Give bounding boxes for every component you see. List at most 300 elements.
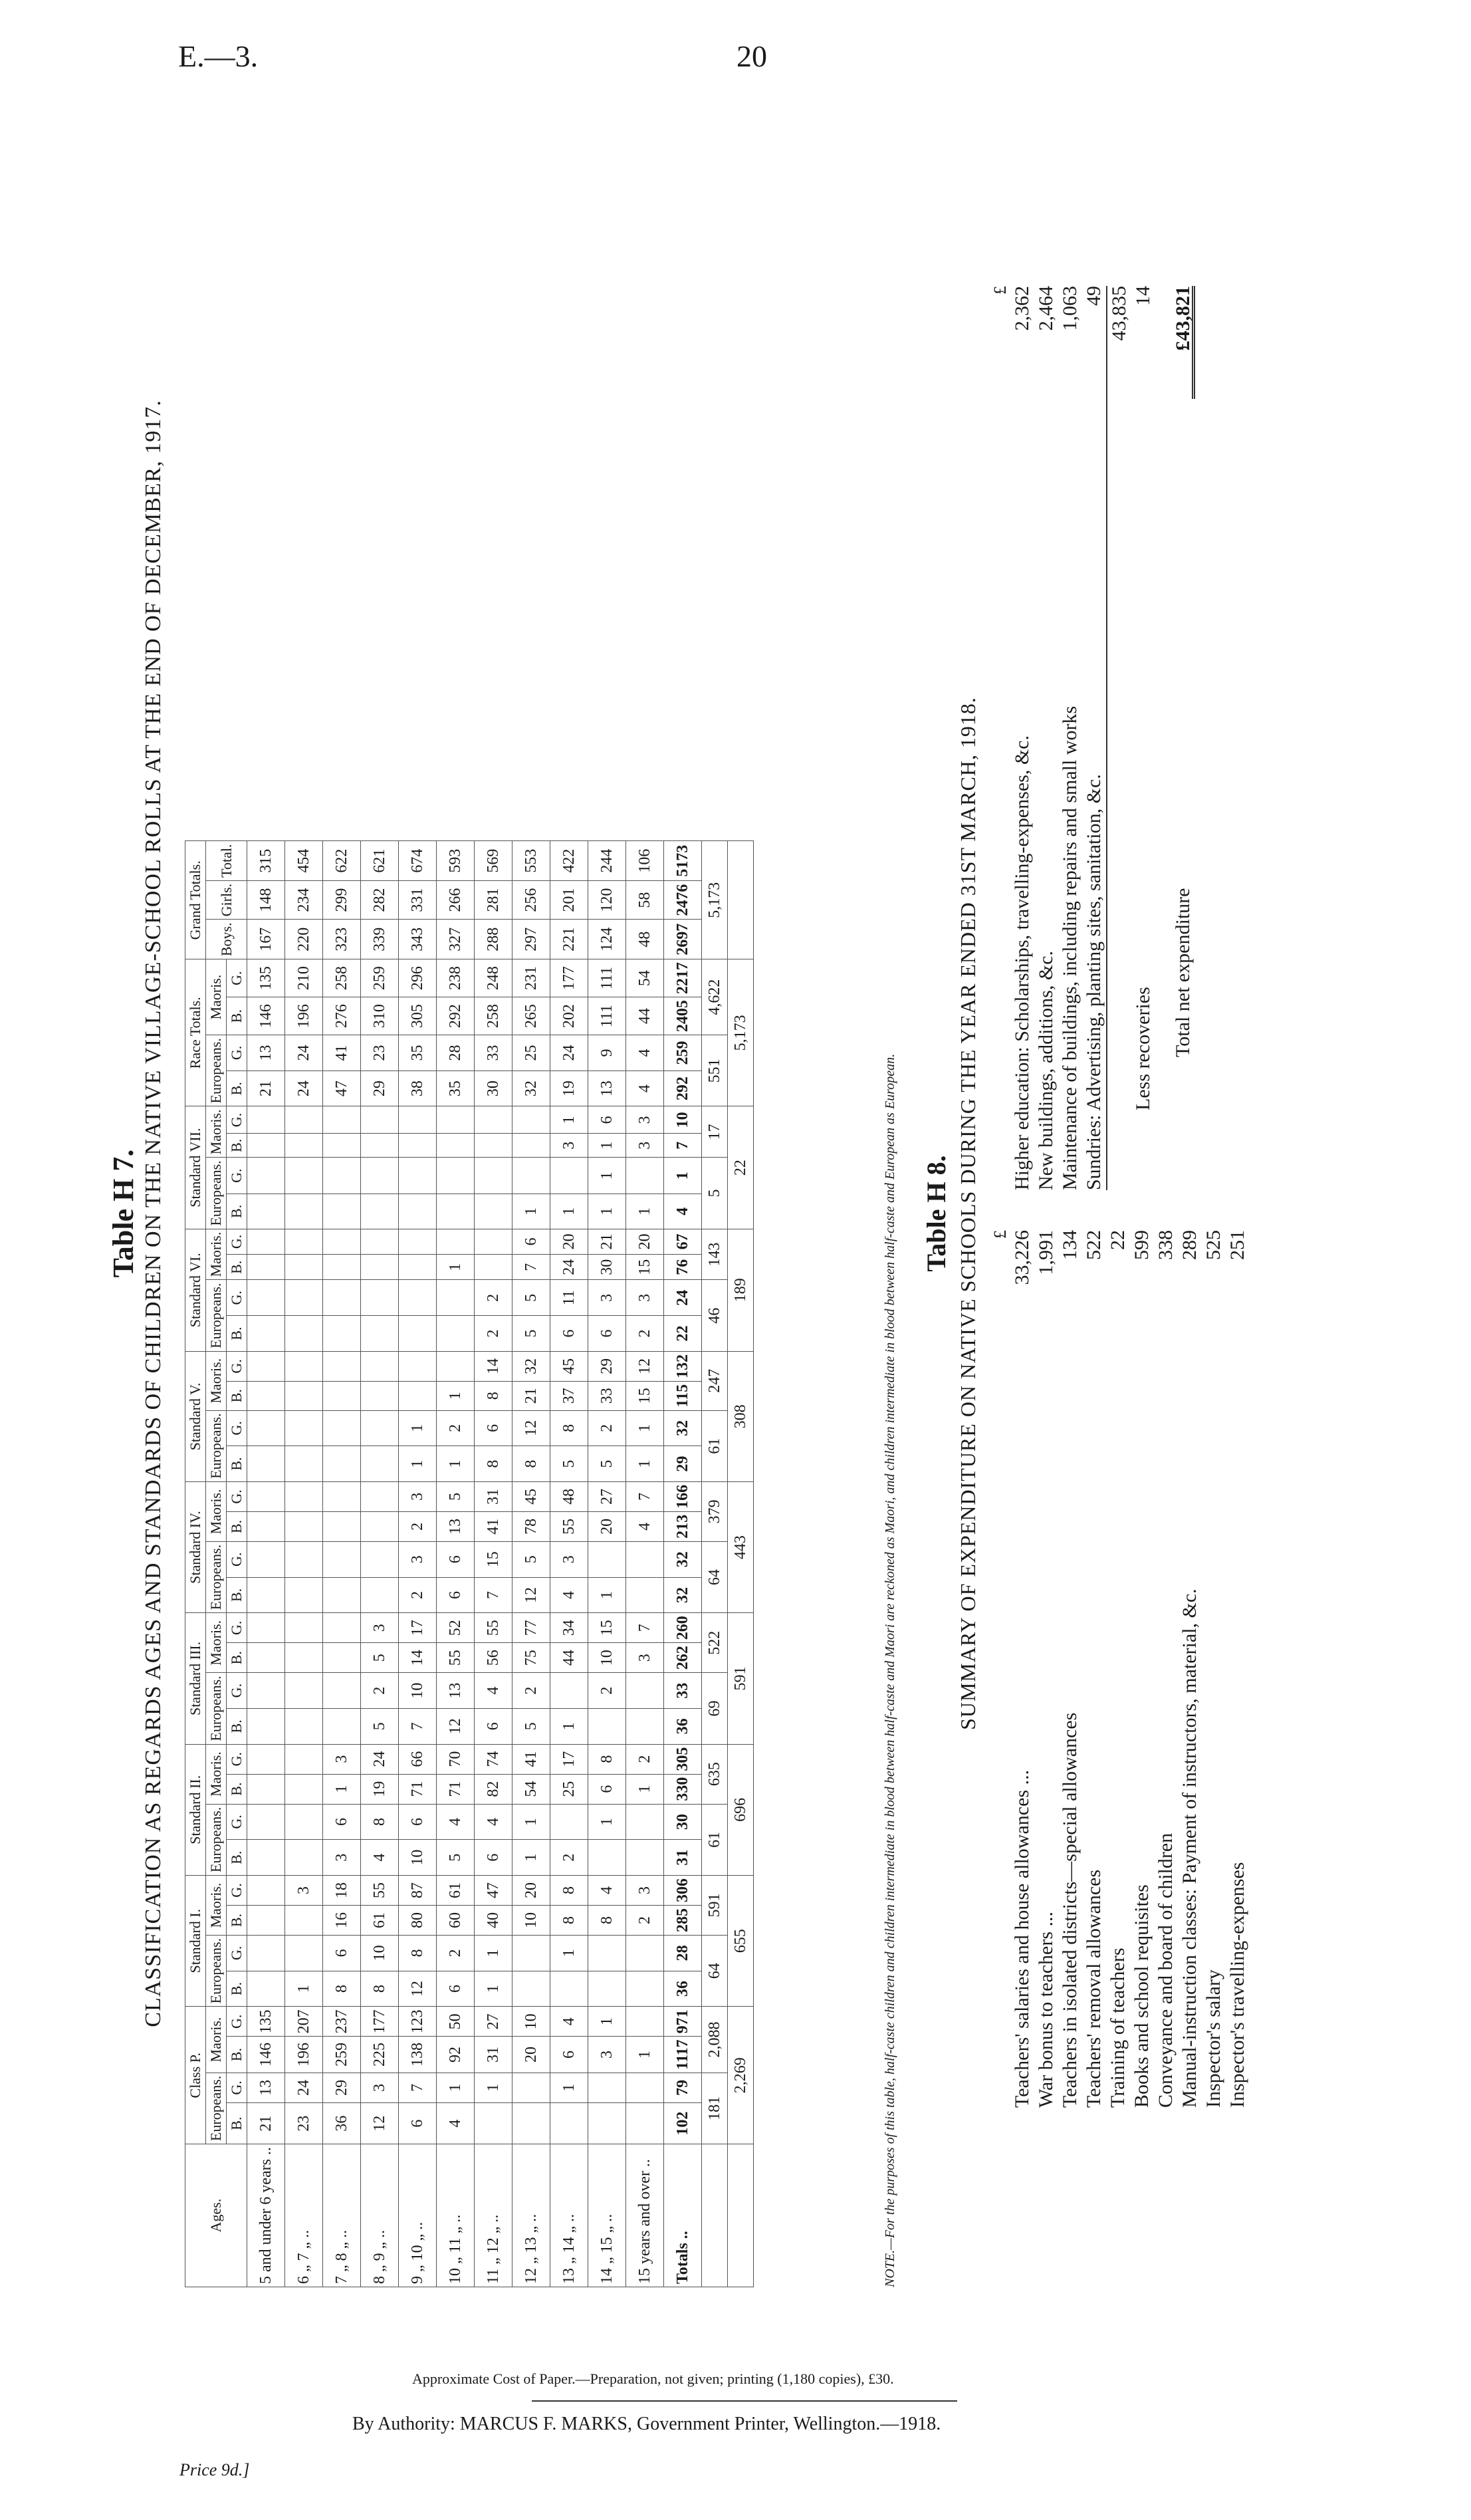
table-cell: 1	[588, 1134, 626, 1158]
table-cell: 593	[437, 841, 475, 880]
table-cell: 1	[475, 2073, 512, 2102]
table-cell: 56	[475, 1643, 512, 1673]
table-cell: 6	[437, 1541, 475, 1577]
table-cell	[247, 1316, 285, 1352]
sex-header: B.	[227, 1071, 247, 1106]
sex-header: B.	[227, 997, 247, 1035]
table-cell: 13	[588, 1071, 626, 1106]
table-cell: 87	[399, 1875, 437, 1905]
approximate-cost: Approximate Cost of Paper.—Preparation, not given; printing (1,180 copies), £30.	[412, 2370, 894, 2387]
table-cell: 13	[437, 1673, 475, 1709]
table-cell: 48	[626, 920, 664, 959]
table-cell: 1	[475, 1935, 512, 1971]
group-header: Standard VI.	[185, 1229, 206, 1351]
table-cell	[437, 1351, 475, 1381]
table-cell: 422	[550, 841, 588, 880]
table-cell: 266	[437, 880, 475, 920]
sex-header: B.	[227, 1840, 247, 1876]
table-cell: 2217	[664, 959, 702, 997]
table-cell: 8	[361, 1971, 399, 2007]
table-cell	[588, 1840, 626, 1876]
table-cell: 323	[323, 920, 361, 959]
table-cell: 2	[626, 1905, 664, 1935]
document-reference: E.—3.	[178, 39, 259, 73]
table-cell	[626, 2103, 664, 2144]
table-cell	[399, 1229, 437, 1254]
sex-header: B.	[227, 1971, 247, 2007]
table-cell: 2697	[664, 920, 702, 959]
table-cell	[247, 1446, 285, 1482]
table-cell: 7	[626, 1613, 664, 1643]
table-h7-title: Table H 7.	[107, 1149, 140, 1278]
table-cell	[437, 1134, 475, 1158]
table-cell: 66	[399, 1744, 437, 1774]
table-cell: 32	[512, 1071, 550, 1106]
subtotal-cell: 247	[702, 1351, 728, 1410]
table-cell: 4	[361, 1840, 399, 1876]
sex-header: B.	[227, 1511, 247, 1541]
sex-header: G.	[227, 1229, 247, 1254]
table-cell: 310	[361, 997, 399, 1035]
race-header: Maoris.	[206, 1613, 227, 1673]
expenditure-item	[1178, 1230, 1202, 2108]
subtotal-cell: 46	[702, 1280, 728, 1351]
sex-header: B.	[227, 1134, 247, 1158]
table-cell: 12	[399, 1971, 437, 2007]
table-cell	[399, 1158, 437, 1194]
expenditure-label: Inspector's travelling-expenses	[1226, 1862, 1248, 2108]
table-cell	[247, 1774, 285, 1804]
table-cell: 4	[626, 1071, 664, 1106]
table-cell: 6	[437, 1577, 475, 1613]
price: Price 9d.]	[179, 2460, 250, 2479]
table-cell	[512, 1134, 550, 1158]
age-label: Totals ..	[664, 2144, 702, 2287]
subtotal-cell: 591	[702, 1875, 728, 1935]
table-cell: 146	[247, 997, 285, 1035]
table-cell	[475, 1229, 512, 1254]
expenditure-right-column	[990, 286, 1195, 1190]
table-cell: 3	[626, 1280, 664, 1316]
grand-total-header: Total.	[206, 841, 247, 880]
table-cell: 13	[437, 1511, 475, 1541]
table-cell: 5173	[664, 841, 702, 880]
table-cell: 24	[550, 1035, 588, 1071]
table-cell: 28	[664, 1935, 702, 1971]
table-cell	[512, 1935, 550, 1971]
sex-header: G.	[227, 1613, 247, 1643]
table-cell	[285, 1577, 323, 1613]
table-cell	[323, 1643, 361, 1673]
table-cell	[323, 1613, 361, 1643]
table-cell	[361, 1446, 399, 1482]
sex-header: B.	[227, 1577, 247, 1613]
expenditure-amount: 251	[1226, 1230, 1248, 1260]
table-cell	[437, 1158, 475, 1194]
table-cell: 3	[626, 1134, 664, 1158]
currency-symbol: £	[990, 1230, 1010, 1239]
table-cell: 196	[285, 997, 323, 1035]
subtotal-cell: 64	[702, 1935, 728, 2006]
table-cell: 5	[361, 1708, 399, 1744]
race-header: Maoris.	[206, 1875, 227, 1935]
table-row	[664, 841, 702, 2287]
table-cell: 19	[361, 1774, 399, 1804]
age-label: 9 „ 10 „ ..	[399, 2144, 437, 2287]
less-recoveries-row	[1131, 286, 1155, 1190]
table-cell: 2	[626, 1744, 664, 1774]
table-cell	[437, 1280, 475, 1316]
sex-header: G.	[227, 1280, 247, 1316]
table-cell: 102	[664, 2103, 702, 2144]
table-cell: 4	[475, 1804, 512, 1840]
table-cell	[285, 1158, 323, 1194]
table-cell	[437, 1316, 475, 1352]
table-cell	[247, 1134, 285, 1158]
race-header: Europeans.	[206, 1410, 227, 1481]
table-cell: 146	[247, 2037, 285, 2073]
table-cell: 5	[512, 1316, 550, 1352]
table-cell: 32	[512, 1351, 550, 1381]
table-cell: 7	[626, 1481, 664, 1511]
group-total-cell: 443	[728, 1481, 754, 1612]
age-label: 11 „ 12 „ ..	[475, 2144, 512, 2287]
table-cell: 306	[664, 1875, 702, 1905]
table-cell: 3	[550, 1134, 588, 1158]
table-cell: 7	[399, 2073, 437, 2102]
table-cell: 24	[361, 1744, 399, 1774]
table-cell: 3	[550, 1541, 588, 1577]
table-cell: 31	[664, 1840, 702, 1876]
table-cell: 1	[512, 1840, 550, 1876]
table-cell: 36	[323, 2103, 361, 2144]
table-cell: 10	[664, 1106, 702, 1134]
table-cell	[323, 1280, 361, 1316]
table-cell	[399, 1106, 437, 1134]
table-cell: 7	[664, 1134, 702, 1158]
table-cell: 5	[512, 1280, 550, 1316]
table-cell	[323, 1446, 361, 1482]
table-h7	[185, 840, 754, 2287]
group-header: Standard V.	[185, 1351, 206, 1481]
table-cell	[550, 1971, 588, 2007]
table-cell: 343	[399, 920, 437, 959]
table-cell: 30	[588, 1255, 626, 1280]
table-cell: 111	[588, 997, 626, 1035]
group-total-cell: 22	[728, 1106, 754, 1229]
table-cell	[323, 1673, 361, 1709]
table-row	[247, 841, 285, 2287]
table-row	[550, 841, 588, 2287]
race-header: Europeans.	[206, 1158, 227, 1229]
table-cell: 297	[512, 920, 550, 959]
table-cell: 1	[437, 1381, 475, 1410]
table-cell: 2	[626, 1316, 664, 1352]
table-cell: 13	[247, 2073, 285, 2102]
table-cell: 135	[247, 2007, 285, 2037]
sex-header: G.	[227, 1541, 247, 1577]
table-cell: 9	[588, 1035, 626, 1071]
table-cell: 10	[512, 2007, 550, 2037]
sex-header: B.	[227, 1905, 247, 1935]
table-cell: 75	[512, 1643, 550, 1673]
table-cell	[323, 1351, 361, 1381]
table-cell: 1	[550, 2073, 588, 2102]
table-cell: 120	[588, 880, 626, 920]
sex-header: B.	[227, 2103, 247, 2144]
table-cell	[626, 2073, 664, 2102]
table-cell	[247, 1410, 285, 1446]
table-cell	[285, 1708, 323, 1744]
table-cell	[285, 1481, 323, 1511]
table-cell: 1117	[664, 2037, 702, 2073]
table-cell: 3	[361, 2073, 399, 2102]
table-cell: 1	[550, 1935, 588, 1971]
table-cell: 44	[626, 997, 664, 1035]
table-cell: 52	[437, 1613, 475, 1643]
table-cell: 124	[588, 920, 626, 959]
table-cell: 15	[588, 1613, 626, 1643]
race-header: Europeans.	[206, 1935, 227, 2006]
table-cell: 6	[588, 1106, 626, 1134]
sex-header: G.	[227, 1158, 247, 1194]
expenditure-amount: 525	[1202, 1230, 1224, 1260]
table-cell	[512, 2103, 550, 2144]
table-cell: 6	[399, 2103, 437, 2144]
table-cell: 4	[664, 1194, 702, 1229]
table-cell	[437, 1194, 475, 1229]
table-cell: 256	[512, 880, 550, 920]
table-cell: 36	[664, 1708, 702, 1744]
gross-total-row	[1106, 286, 1131, 1190]
group-total-cell: 2,269	[728, 2007, 754, 2144]
table-cell	[247, 1673, 285, 1709]
table-cell: 44	[550, 1643, 588, 1673]
table-cell: 166	[664, 1481, 702, 1511]
sex-header: B.	[227, 1708, 247, 1744]
table-cell	[285, 1511, 323, 1541]
table-cell: 2	[399, 1577, 437, 1613]
table-cell: 21	[247, 1071, 285, 1106]
table-cell: 11	[550, 1280, 588, 1316]
table-cell: 330	[664, 1774, 702, 1804]
table-row	[512, 841, 550, 2287]
table-cell: 207	[285, 2007, 323, 2037]
table-cell	[247, 1106, 285, 1134]
table-cell	[588, 1541, 626, 1577]
subtotal-cell: 64	[702, 1541, 728, 1612]
subtotal-cell: 181	[702, 2073, 728, 2144]
group-total-cell: 655	[728, 1875, 754, 2006]
table-cell: 1	[323, 1774, 361, 1804]
table-cell: 24	[550, 1255, 588, 1280]
table-cell	[323, 1410, 361, 1446]
table-cell	[361, 1134, 399, 1158]
table-cell: 8	[475, 1381, 512, 1410]
sex-header: G.	[227, 959, 247, 997]
group-total-cell: 5,173	[728, 959, 754, 1106]
table-cell: 30	[664, 1804, 702, 1840]
subtotal-cell: 69	[702, 1673, 728, 1744]
table-cell: 4	[475, 1673, 512, 1709]
subtotal-cell: 143	[702, 1229, 728, 1280]
table-cell: 41	[512, 1744, 550, 1774]
table-cell	[323, 1194, 361, 1229]
table-cell: 14	[475, 1351, 512, 1381]
table-cell: 45	[512, 1481, 550, 1511]
table-cell: 281	[475, 880, 512, 920]
table-cell: 5	[437, 1840, 475, 1876]
race-header: Maoris.	[206, 1229, 227, 1280]
table-cell	[285, 1774, 323, 1804]
table-cell	[475, 1255, 512, 1280]
table-cell: 1	[512, 1194, 550, 1229]
table-cell: 3	[285, 1875, 323, 1905]
table-cell: 138	[399, 2037, 437, 2073]
expenditure-label: Conveyance and board of children	[1155, 1832, 1177, 2108]
table-cell: 6	[512, 1229, 550, 1254]
table-cell	[626, 1158, 664, 1194]
table-cell	[399, 1316, 437, 1352]
table-cell	[323, 1106, 361, 1134]
table-cell	[475, 1194, 512, 1229]
table-cell: 24	[285, 1035, 323, 1071]
table-cell	[323, 1511, 361, 1541]
printer-authority: By Authority: MARCUS F. MARKS, Government Printer, Wellington.—1918.	[352, 2414, 941, 2434]
table-row	[437, 841, 475, 2287]
table-cell: 2405	[664, 997, 702, 1035]
table-cell: 1	[285, 1971, 323, 2007]
sex-header: G.	[227, 1744, 247, 1774]
expenditure-amount: 289	[1179, 1230, 1200, 1260]
table-cell: 2	[437, 1410, 475, 1446]
table-cell: 8	[550, 1410, 588, 1446]
table-cell	[588, 1971, 626, 2007]
subtotal-cell: 4,622	[702, 959, 728, 1035]
table-cell: 3	[626, 1875, 664, 1905]
table-cell: 292	[437, 997, 475, 1035]
expenditure-label: Sundries: Advertising, planting sites, sanitation, &c.	[1083, 774, 1105, 1190]
table-cell: 25	[550, 1774, 588, 1804]
table-cell: 1	[626, 1410, 664, 1446]
table-h7-subtitle: CLASSIFICATION AS REGARDS AGES AND STANDARDS OF CHILDREN ON THE NATIVE VILLAGE-SCHOOL ROLLS AT THE END OF DECEMBER, 1917.	[141, 400, 166, 2027]
table-cell	[285, 1541, 323, 1577]
table-cell	[588, 1708, 626, 1744]
table-cell	[361, 1280, 399, 1316]
table-cell: 258	[475, 997, 512, 1035]
sex-header: G.	[227, 1410, 247, 1446]
subtotal-cell: 635	[702, 1744, 728, 1804]
expenditure-item	[1034, 1230, 1058, 2108]
gross-total: 43,835	[1108, 286, 1130, 341]
table-cell: 4	[588, 1875, 626, 1905]
table-cell: 15	[475, 1541, 512, 1577]
table-cell: 55	[437, 1643, 475, 1673]
table-cell: 6	[588, 1316, 626, 1352]
table-cell: 259	[664, 1035, 702, 1071]
table-cell: 4	[550, 1577, 588, 1613]
table-cell: 5	[361, 1643, 399, 1673]
table-cell: 1	[588, 2007, 626, 2037]
table-cell	[247, 1541, 285, 1577]
table-cell: 3	[626, 1643, 664, 1673]
ages-header: Ages.	[185, 2144, 247, 2287]
table-cell: 196	[285, 2037, 323, 2073]
table-cell	[588, 2073, 626, 2102]
table-cell	[285, 1804, 323, 1840]
table-cell: 77	[512, 1613, 550, 1643]
table-cell: 1	[588, 1804, 626, 1840]
expenditure-item	[1106, 1230, 1130, 2108]
race-header: Maoris.	[206, 1481, 227, 1541]
table-cell	[247, 1381, 285, 1410]
table-cell: 1	[437, 1446, 475, 1482]
table-cell: 27	[588, 1481, 626, 1511]
expenditure-left-column	[990, 1230, 1250, 2108]
sex-header: G.	[227, 1935, 247, 1971]
table-cell: 58	[626, 880, 664, 920]
table-cell: 7	[512, 1255, 550, 1280]
table-cell: 21	[247, 2103, 285, 2144]
subtotal-cell: 61	[702, 1410, 728, 1481]
table-cell: 1	[550, 1194, 588, 1229]
table-row	[399, 841, 437, 2287]
expenditure-item	[1154, 1230, 1178, 2108]
table-cell: 23	[361, 1035, 399, 1071]
expenditure-label: New buildings, additions, &c.	[1035, 951, 1057, 1190]
table-cell: 29	[361, 1071, 399, 1106]
table-cell: 8	[475, 1446, 512, 1482]
table-cell: 4	[626, 1511, 664, 1541]
table-cell	[361, 1410, 399, 1446]
expenditure-label: Teachers' removal allowances	[1083, 1869, 1105, 2108]
table-cell: 71	[399, 1774, 437, 1804]
table-cell	[361, 1541, 399, 1577]
table-cell: 1	[550, 1106, 588, 1134]
expenditure-item	[1226, 1230, 1250, 2108]
table-cell: 20	[550, 1229, 588, 1254]
subtotal-cell: 2,088	[702, 2007, 728, 2073]
net-expenditure-label: Total net expenditure	[1172, 888, 1194, 1057]
sex-header: B.	[227, 1194, 247, 1229]
table-cell: 260	[664, 1613, 702, 1643]
table-cell: 621	[361, 841, 399, 880]
expenditure-amount: 33,226	[1011, 1230, 1033, 1285]
table-cell: 220	[285, 920, 323, 959]
table-cell: 971	[664, 2007, 702, 2037]
table-cell: 8	[588, 1905, 626, 1935]
table-cell: 213	[664, 1511, 702, 1541]
table-cell: 262	[664, 1643, 702, 1673]
table-cell	[285, 1410, 323, 1446]
table-cell: 8	[550, 1875, 588, 1905]
expenditure-amount: 22	[1107, 1230, 1129, 1250]
table-cell: 248	[475, 959, 512, 997]
table-cell	[550, 1673, 588, 1709]
age-label: 15 years and over ..	[626, 2144, 664, 2287]
table-cell: 28	[437, 1035, 475, 1071]
table-cell	[512, 1106, 550, 1134]
table-h8-title: Table H 8.	[921, 1155, 951, 1272]
table-cell: 106	[626, 841, 664, 880]
table-row	[475, 841, 512, 2287]
table-cell	[550, 1804, 588, 1840]
expenditure-label: War bonus to teachers ...	[1035, 1912, 1057, 2108]
table-cell	[247, 1875, 285, 1905]
table-cell: 92	[437, 2037, 475, 2073]
sex-header: G.	[227, 1875, 247, 1905]
age-label: 14 „ 15 „ ..	[588, 2144, 626, 2287]
